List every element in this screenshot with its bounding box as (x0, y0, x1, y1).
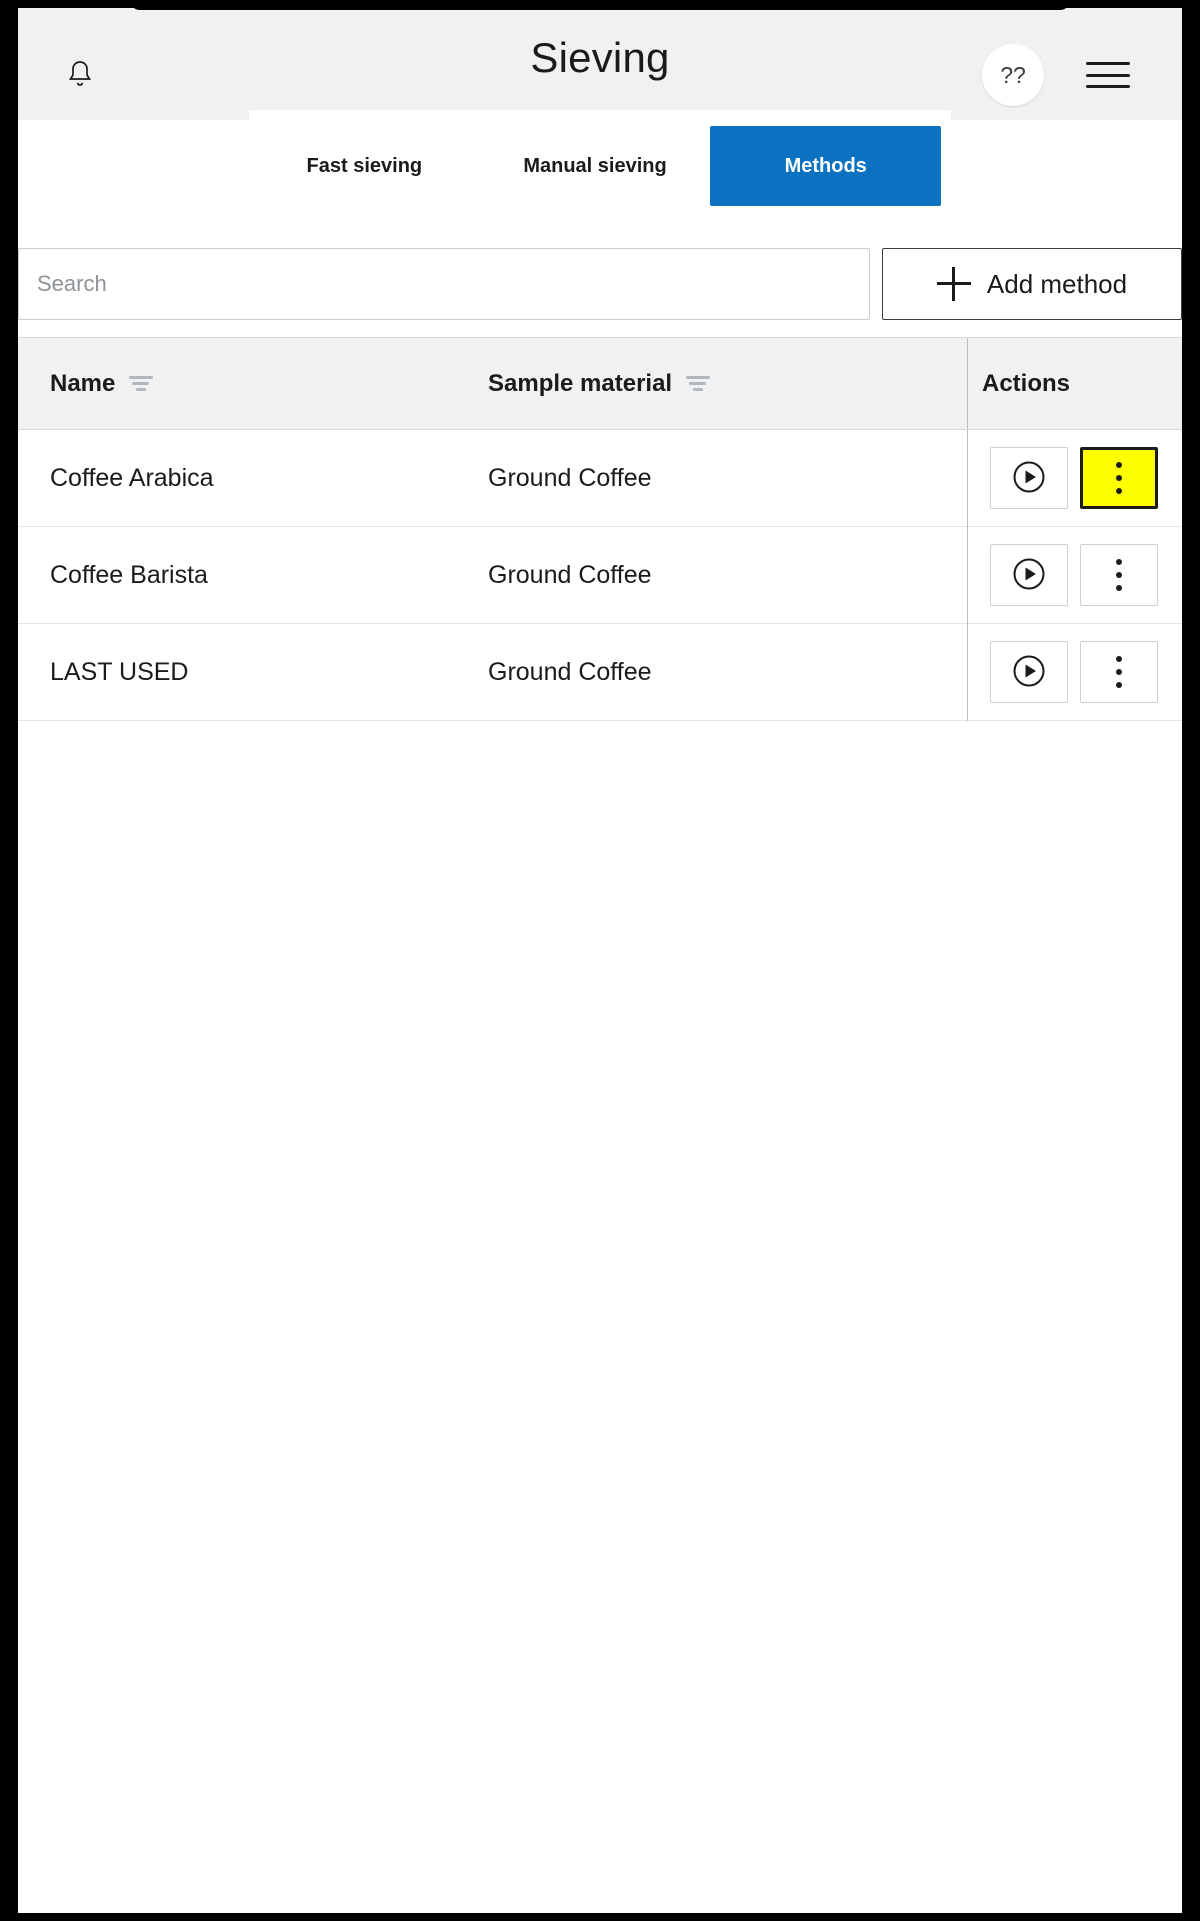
sort-filter-icon[interactable] (686, 376, 710, 391)
run-method-button[interactable] (990, 447, 1068, 509)
run-method-button[interactable] (990, 544, 1068, 606)
avatar[interactable] (982, 44, 1044, 106)
search-input[interactable] (18, 248, 870, 320)
column-header-sample-material-label: Sample material (488, 369, 673, 397)
cell-name: Coffee Arabica (50, 463, 214, 492)
column-header-name-label: Name (50, 369, 116, 397)
column-header-sample-material[interactable] (488, 370, 967, 398)
device-frame-left (0, 0, 18, 1921)
plus-icon (937, 267, 971, 301)
tab-bar (249, 110, 951, 222)
cell-actions (967, 430, 1182, 527)
column-header-name[interactable] (18, 370, 488, 398)
table-row[interactable] (18, 430, 1182, 527)
methods-table (18, 337, 1182, 1913)
sort-filter-icon[interactable] (129, 376, 153, 391)
cell-name: LAST USED (50, 657, 189, 686)
kebab-menu-icon (1116, 656, 1122, 688)
tab-fast-sieving[interactable]: Fast sieving (249, 110, 480, 222)
device-frame-right (1182, 0, 1200, 1921)
toolbar (18, 248, 1182, 320)
cell-sample-material: Ground Coffee (488, 463, 652, 492)
play-icon (1012, 460, 1046, 497)
column-header-actions (967, 338, 1182, 429)
avatar-label: ?? (1000, 61, 1026, 88)
add-method-button[interactable] (882, 248, 1182, 320)
run-method-button[interactable] (990, 641, 1068, 703)
kebab-menu-icon (1116, 462, 1122, 494)
page-title: Sieving (530, 34, 670, 81)
table-header-row (18, 338, 1182, 430)
row-more-options-button[interactable] (1080, 544, 1158, 606)
tab-methods[interactable]: Methods (710, 126, 941, 206)
table-row[interactable] (18, 527, 1182, 624)
cell-actions (967, 624, 1182, 721)
cell-sample-material: Ground Coffee (488, 657, 652, 686)
hamburger-menu-icon[interactable] (1086, 56, 1130, 94)
row-more-options-button[interactable] (1080, 641, 1158, 703)
play-icon (1012, 654, 1046, 691)
app-header (18, 8, 1182, 120)
column-header-actions-label: Actions (982, 369, 1071, 397)
row-more-options-button[interactable] (1080, 447, 1158, 509)
cell-name: Coffee Barista (50, 560, 208, 589)
play-icon (1012, 557, 1046, 594)
add-method-label: Add method (986, 268, 1128, 299)
device-notch (130, 0, 1070, 10)
device-frame-bottom (0, 1913, 1200, 1921)
tab-manual-sieving[interactable]: Manual sieving (480, 110, 711, 222)
cell-actions (967, 527, 1182, 624)
table-row[interactable] (18, 624, 1182, 721)
cell-sample-material: Ground Coffee (488, 560, 652, 589)
kebab-menu-icon (1116, 559, 1122, 591)
